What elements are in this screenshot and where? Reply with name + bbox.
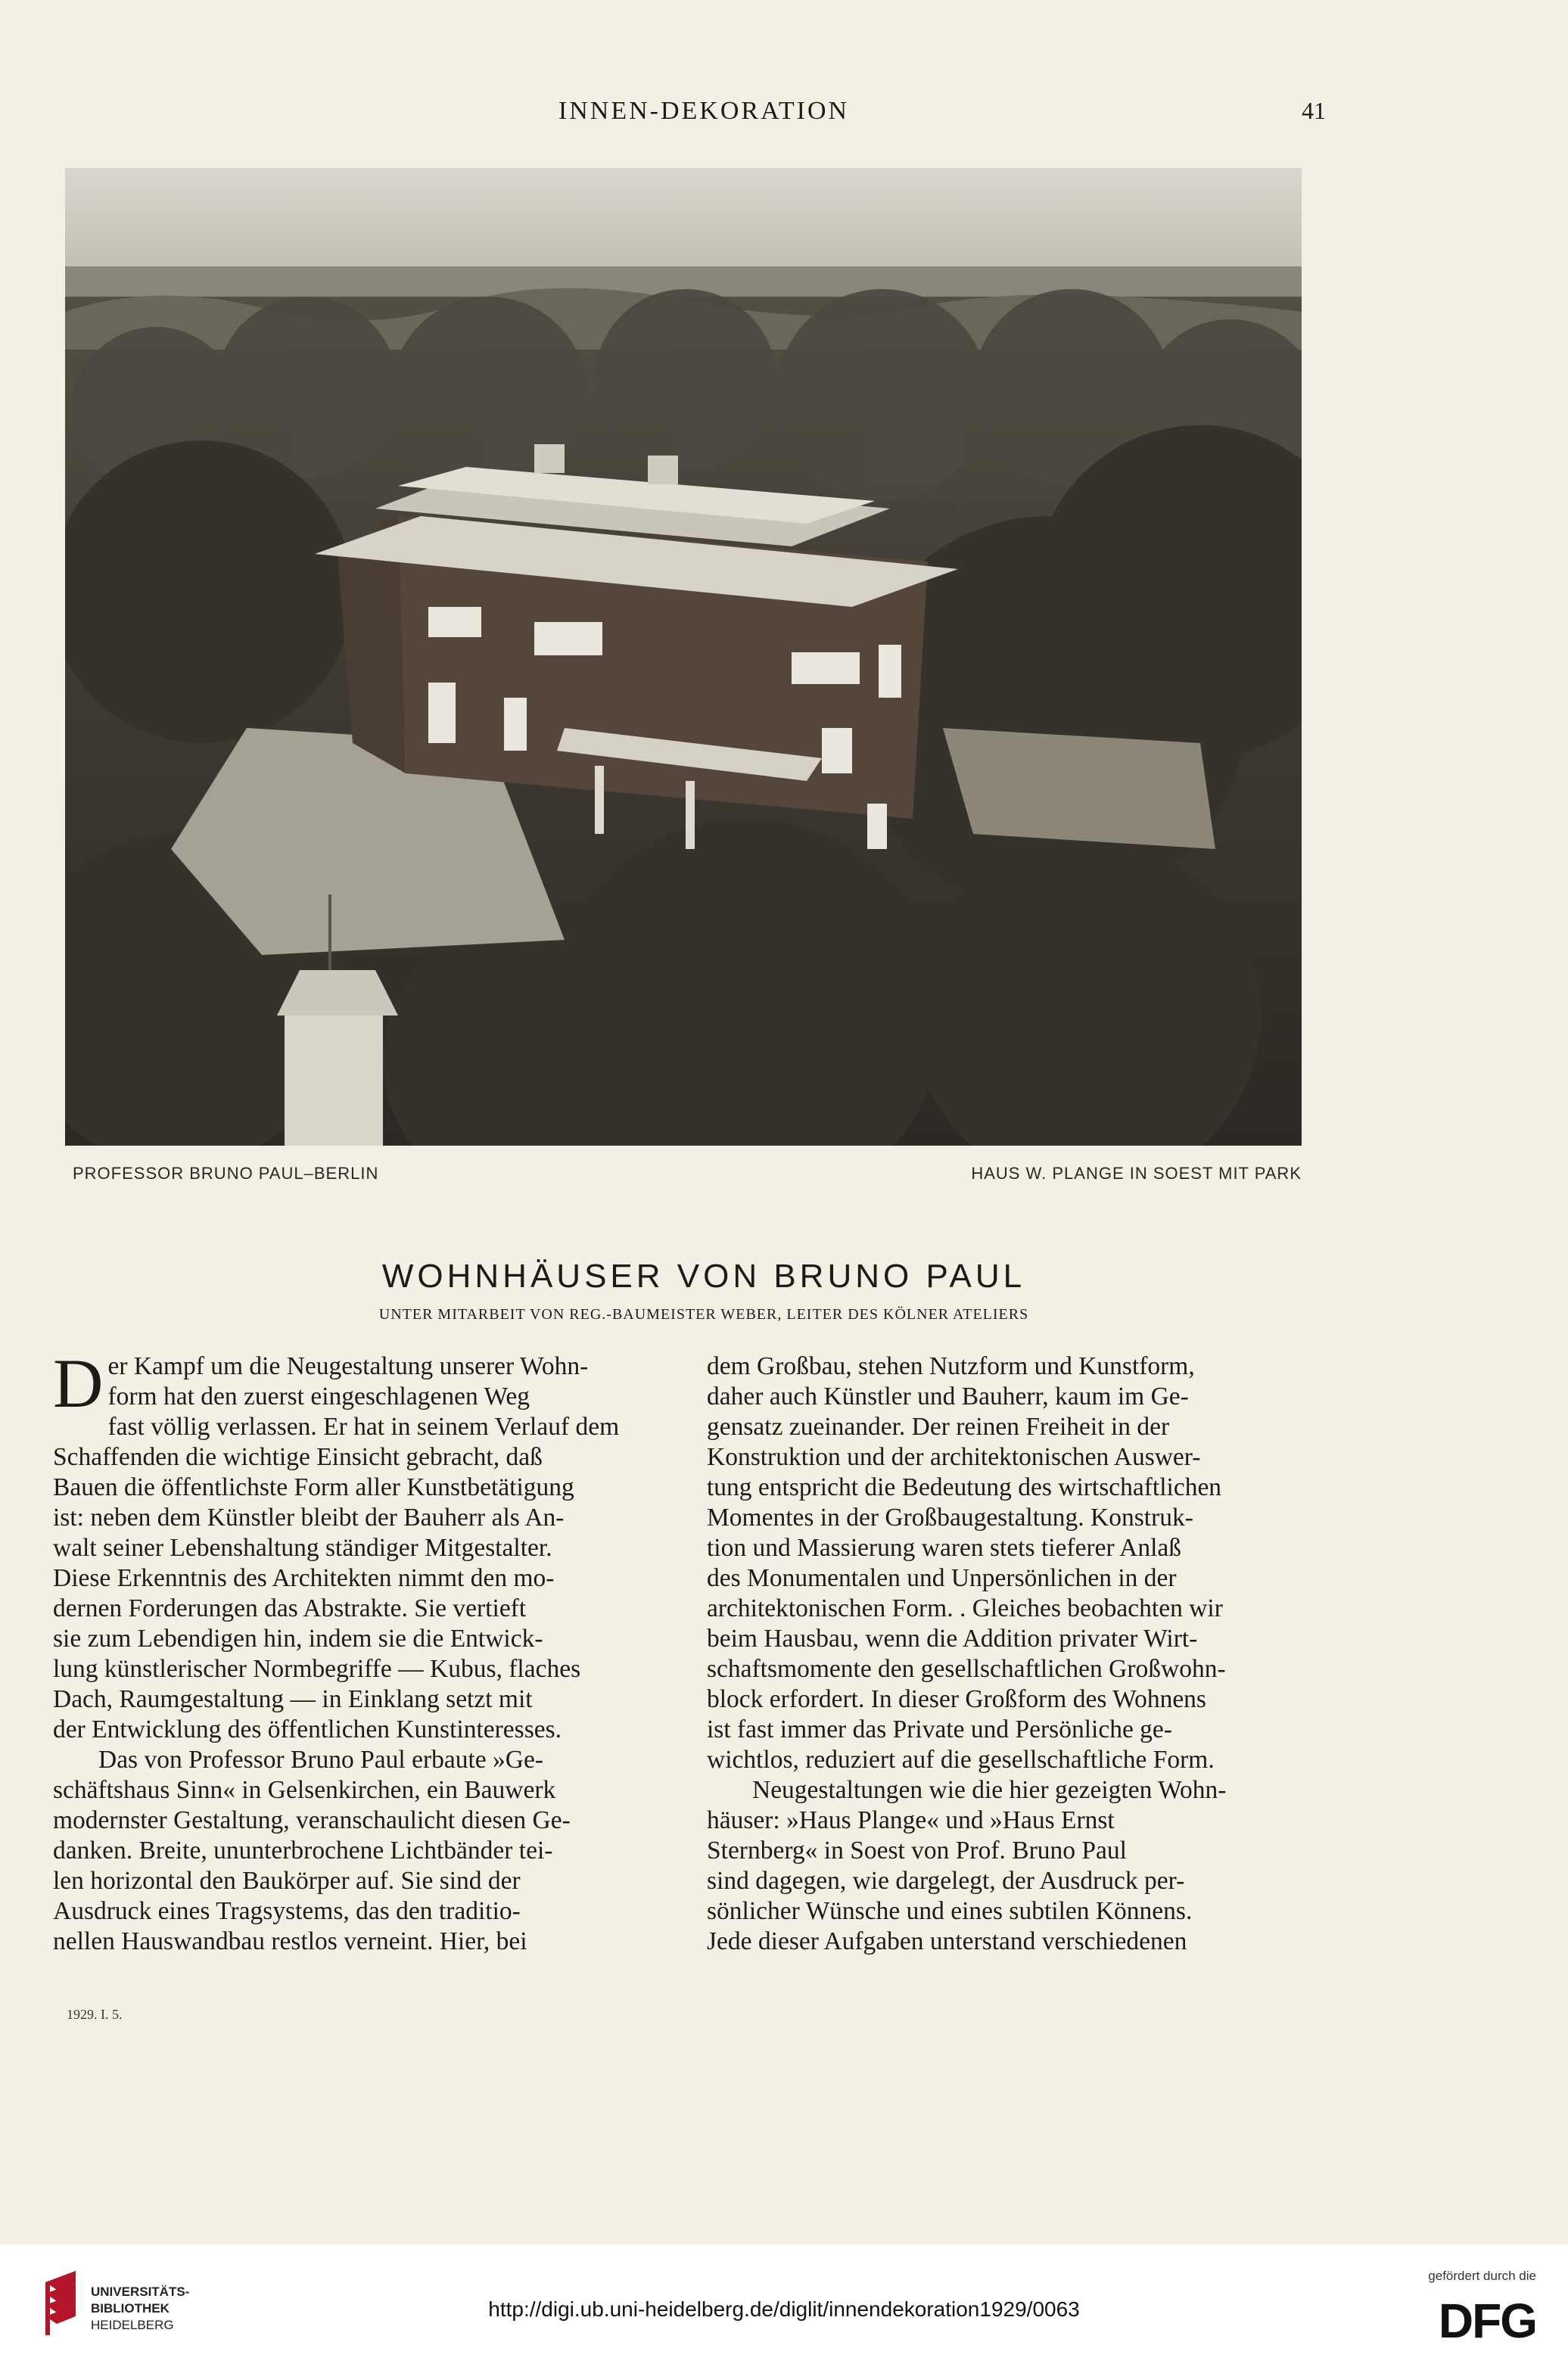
running-title: INNEN-DEKORATION — [558, 97, 850, 125]
text-line: dernen Forderungen das Abstrakte. Sie vertieft — [53, 1594, 527, 1622]
article-subtitle: UNTER MITARBEIT VON REG.-BAUMEISTER WEBER, LEITER DES KÖLNER ATELIERS — [378, 1306, 1029, 1323]
text-line: häuser: »Haus Plange« und »Haus Ernst — [707, 1806, 1115, 1834]
text-line: lung künstlerischer Normbegriffe — Kubus, flaches — [53, 1655, 581, 1683]
text-line: gensatz zueinander. Der reinen Freiheit in der — [707, 1413, 1170, 1441]
dfg-logo: DFG — [1438, 2294, 1536, 2348]
text-line: ist fast immer das Private und Persönliche ge- — [707, 1715, 1172, 1743]
text-line: beim Hausbau, wenn die Addition privater Wirt- — [707, 1625, 1198, 1653]
text-line: tion und Massierung waren stets tieferer Anlaß — [707, 1534, 1182, 1562]
text-line: nellen Hauswandbau restlos verneint. Hier, bei — [53, 1927, 527, 1955]
library-name-line: UNIVERSITÄTS- — [91, 2285, 190, 2299]
text-line: sönlicher Wünsche und eines subtilen Könnens. — [707, 1897, 1193, 1925]
text-line: schäftshaus Sinn« in Gelsenkirchen, ein Bauwerk — [53, 1776, 556, 1804]
text-line: danken. Breite, ununterbrochene Lichtbänder tei- — [53, 1837, 553, 1865]
text-line: modernster Gestaltung, veranschaulicht diesen Ge- — [53, 1806, 571, 1834]
text-line: der Entwicklung des öffentlichen Kunstinteresses. — [53, 1715, 562, 1743]
photo-caption-author: PROFESSOR BRUNO PAUL–BERLIN — [73, 1164, 379, 1183]
digitization-footer — [0, 2244, 1568, 2367]
text-line: form hat den zuerst eingeschlagenen Weg — [107, 1383, 530, 1411]
text-line: fast völlig verlassen. Er hat in seinem Verlauf dem — [107, 1413, 620, 1441]
text-line: ist: neben dem Künstler bleibt der Bauherr als An- — [53, 1504, 565, 1532]
source-url-link[interactable]: http://digi.ub.uni-heidelberg.de/diglit/innendekoration1929/0063 — [488, 2297, 1080, 2321]
text-line: architektonischen Form. . Gleiches beobachten wir — [707, 1594, 1223, 1622]
text-line: Dach, Raumgestaltung — in Einklang setzt mit — [53, 1685, 533, 1713]
funding-note: gefördert durch die — [1428, 2269, 1536, 2283]
text-line: sie zum Lebendigen hin, indem sie die Entwick- — [53, 1625, 543, 1653]
text-line: Neugestaltungen wie die hier gezeigten Wohn- — [752, 1776, 1227, 1804]
text-line: daher auch Künstler und Bauherr, kaum im Ge- — [707, 1383, 1189, 1411]
text-line: Momentes in der Großbaugestaltung. Konstruk- — [707, 1504, 1193, 1532]
photograph-house-in-park-icon — [65, 168, 1302, 1146]
text-line: Sternberg« in Soest von Prof. Bruno Paul — [707, 1837, 1127, 1865]
text-line: Schaffenden die wichtige Einsicht gebracht, daß — [53, 1443, 543, 1471]
text-line: wichtlos, reduziert auf die gesellschaftliche Form. — [707, 1746, 1215, 1774]
text-column-left — [53, 1345, 677, 1957]
text-line: Das von Professor Bruno Paul erbaute »Ge- — [98, 1746, 543, 1774]
text-line: Konstruktion und der architektonischen Auswer- — [707, 1443, 1201, 1471]
text-line: schaftsmomente den gesellschaftlichen Großwohn- — [707, 1655, 1226, 1683]
library-name-line: BIBLIOTHEK — [91, 2301, 170, 2316]
page-number: 41 — [1302, 97, 1326, 124]
text-line: sind dagegen, wie dargelegt, der Ausdruck per- — [707, 1867, 1185, 1895]
text-line: len horizontal den Baukörper auf. Sie sind der — [53, 1867, 521, 1895]
text-line: Diese Erkenntnis des Architekten nimmt den mo- — [53, 1564, 555, 1592]
text-line: dem Großbau, stehen Nutzform und Kunstform, — [707, 1352, 1195, 1380]
drop-capital: D — [53, 1345, 104, 1422]
text-line: Ausdruck eines Tragsystems, das den traditio- — [53, 1897, 521, 1925]
library-name-line: HEIDELBERG — [91, 2318, 174, 2332]
text-line: tung entspricht die Bedeutung des wirtschaftlichen — [707, 1473, 1222, 1501]
text-line: er Kampf um die Neugestaltung unserer Wohn- — [107, 1352, 589, 1380]
signature-mark: 1929. I. 5. — [67, 2007, 123, 2022]
text-line: Jede dieser Aufgaben unterstand verschiedenen — [707, 1927, 1187, 1955]
text-column-right — [707, 1351, 1336, 1957]
photo-caption-subject: HAUS W. PLANGE IN SOEST MIT PARK — [971, 1164, 1302, 1183]
house-photograph — [65, 168, 1302, 1146]
text-line: walt seiner Lebenshaltung ständiger Mitgestalter. — [53, 1534, 552, 1562]
text-line: block erfordert. In dieser Großform des Wohnens — [707, 1685, 1206, 1713]
text-line: Bauen die öffentlichste Form aller Kunstbetätigung — [53, 1473, 574, 1501]
text-line: des Monumentalen und Unpersönlichen in der — [707, 1564, 1177, 1592]
article-title: WOHNHÄUSER VON BRUNO PAUL — [381, 1258, 1026, 1295]
